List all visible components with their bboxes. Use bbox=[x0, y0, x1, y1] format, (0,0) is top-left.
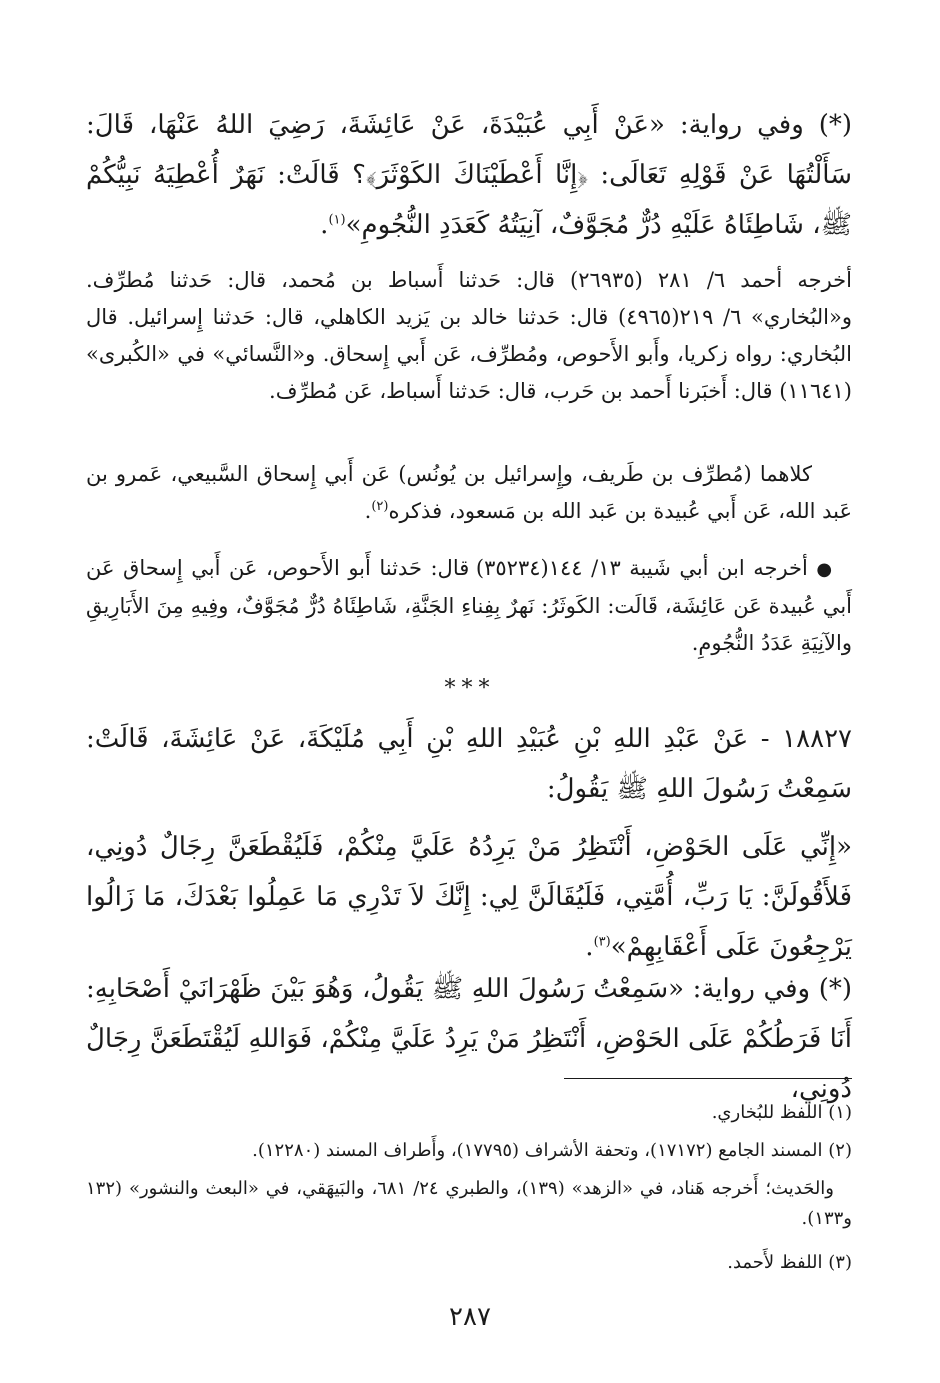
bullet-icon: ● bbox=[816, 559, 834, 580]
footnote-divider bbox=[564, 1078, 852, 1079]
footnote-2: (٢) المسند الجامع (١٧١٧٢)، وتحفة الأشراف (١٧٧٩٥)، وأَطراف المسند (١٢٢٨٠). bbox=[252, 1140, 852, 1161]
takhrij-paragraph-2: كلاهما (مُطرِّف بن طَريف، وإِسرائيل بن يُونُس) عَن أَبي إِسحاق السَّبيعي، عَمرو بن عَبد الله، عَن أَبي عُبيدة بن عَبد الله بن مَسعود، فذكره$^{(٢)}$. bbox=[86, 462, 852, 523]
footnote-3: (٣) اللفظ لأَحمد. bbox=[727, 1252, 852, 1273]
riwaya-paragraph-1: (*) وفي رواية: «عَنْ أَبِي عُبَيْدَةَ، عَنْ عَائِشَةَ، رَضِيَ اللهُ عَنْهَا، قَالَ: سَأَلْتُهَا عَنْ قَوْلِهِ تَعَالَى: ﴿إِنَّا أَعْطَيْنَاكَ الكَوْثَرَ﴾؟ قَالَتْ: نَهَرٌ أُعْطِيَهُ نَبِيُّكُمْ ﷺ، شَاطِئَاهُ عَلَيْهِ دُرٌّ مُجَوَّفٌ، آنِيَتُهُ كَعَدَدِ النُّجُومِ»$^{(١)}$. bbox=[86, 110, 852, 240]
footnote-2-continued: والحَديث؛ أَخرجه هَناد، في «الزهد» (١٣٩)، والطبري ٢٤/ ٦٨١، والبَيهَقي، في «البعث والنشور» (١٣٢ و١٣٣). bbox=[86, 1178, 852, 1229]
takhrij-paragraph-3 bbox=[86, 550, 852, 662]
section-separator: *** bbox=[444, 676, 496, 701]
riwaya-text-1: (*) وفي رواية: «عَنْ أَبِي عُبَيْدَةَ، عَنْ عَائِشَةَ، رَضِيَ اللهُ عَنْهَا، قَالَ: سَأَلْتُهَا عَنْ قَوْلِهِ تَعَالَى: ﴿إِنَّا أَعْطَيْنَاكَ الكَوْثَرَ﴾؟ قَالَتْ: نَهَرٌ أُعْطِيَهُ نَبِيُّكُمْ ﷺ، شَاطِئَاهُ عَلَيْهِ دُرٌّ مُجَوَّفٌ، آنِيَتُهُ كَعَدَدِ النُّجُومِ» bbox=[86, 110, 852, 240]
page-number: ٢٨٧ bbox=[449, 1302, 491, 1332]
takhrij-paragraph-1: أخرجه أحمد ٦/ ٢٨١ (٢٦٩٣٥) قال: حَدثنا أَسباط بن مُحمد، قال: حَدثنا مُطرِّف. و«البُخاري» ٦/ ٢١٩(٤٩٦٥) قال: حَدثنا خالد بن يَزيد الكاهلي، قال: حَدثنا إِسرائيل. قال البُخاري: رواه زكريا، وأَبو الأَحوص، ومُطرِّف، عَن أَبي إِسحاق. و«النَّسائي» في «الكُبرى» (١١٦٤١) قال: أَخبَرنا أَحمد بن حَرب، قال: حَدثنا أَسباط، عَن مُطرِّف. bbox=[86, 268, 852, 403]
footnote-ref-3: (٣) bbox=[593, 934, 611, 950]
footnote-ref-2: (٢) bbox=[371, 499, 389, 514]
riwaya-paragraph-2: (*) وفي رواية: «سَمِعْتُ رَسُولَ اللهِ ﷺ يَقُولُ، وَهُوَ بَيْنَ ظَهْرَانَيْ أَصْحَابِهِ: أَنَا فَرَطُكُمْ عَلَى الحَوْضِ، أَنْتَظِرُ مَنْ يَرِدُ عَلَيَّ مِنْكُمْ، فَوَاللهِ لَيُقْتَطَعَنَّ رِجَالٌ دُونِي، bbox=[86, 974, 852, 1104]
hadith-matn: «إِنِّي عَلَى الحَوْضِ، أَنْتَظِرُ مَنْ يَرِدُهُ عَلَيَّ مِنْكُمْ، فَلَيُقْطَعَنَّ رِجَالٌ دُونِي، فَلأَقُولَنَّ: يَا رَبِّ، أُمَّتِي، فَلَيُقَالَنَّ لِي: إِنَّكَ لاَ تَدْرِي مَا عَمِلُوا بَعْدَكَ، مَا زَالُوا يَرْجِعُونَ عَلَى أَعْقَابِهِمْ»$^{(٣)}$. bbox=[86, 832, 852, 962]
hadith-heading: ١٨٨٢٧ - عَنْ عَبْدِ اللهِ بْنِ عُبَيْدِ اللهِ بْنِ أَبِي مُلَيْكَةَ، عَنْ عَائِشَةَ، قَالَتْ: سَمِعْتُ رَسُولَ اللهِ ﷺ يَقُولُ: bbox=[86, 724, 852, 804]
takhrij-text-2: كلاهما (مُطرِّف بن طَريف، وإِسرائيل بن يُونُس) عَن أَبي إِسحاق السَّبيعي، عَمرو بن عَبد الله، عَن أَبي عُبيدة بن عَبد الله بن مَسعود، فذكره bbox=[86, 462, 852, 523]
hadith-matn-text: «إِنِّي عَلَى الحَوْضِ، أَنْتَظِرُ مَنْ يَرِدُهُ عَلَيَّ مِنْكُمْ، فَلَيُقْطَعَنَّ رِجَالٌ دُونِي، فَلأَقُولَنَّ: يَا رَبِّ، أُمَّتِي، فَلَيُقَالَنَّ لِي: إِنَّكَ لاَ تَدْرِي مَا عَمِلُوا بَعْدَكَ، مَا زَالُوا يَرْجِعُونَ عَلَى أَعْقَابِهِمْ» bbox=[86, 832, 852, 962]
takhrij-text-3: أخرجه ابن أبي شَيبة ١٣/ ١٤٤(٣٥٢٣٤) قال: حَدثنا أَبو الأَحوص، عَن أَبي إِسحاق عَن أَبي عُبيدة عَن عَائِشَة، قَالَت: الكَوثَرُ: نَهرٌ بِفِناءِ الجَنَّةِ، شَاطِئَاهُ دُرٌّ مُجَوَّفٌ، وفِيهِ مِنَ الأَبَارِيقِ والآنِيَةِ عَدَدُ النُّجُومِ. bbox=[86, 556, 852, 655]
footnote-ref-1: (١) bbox=[328, 212, 346, 228]
footnote-1: (١) اللفظ للبُخاري. bbox=[711, 1102, 852, 1123]
